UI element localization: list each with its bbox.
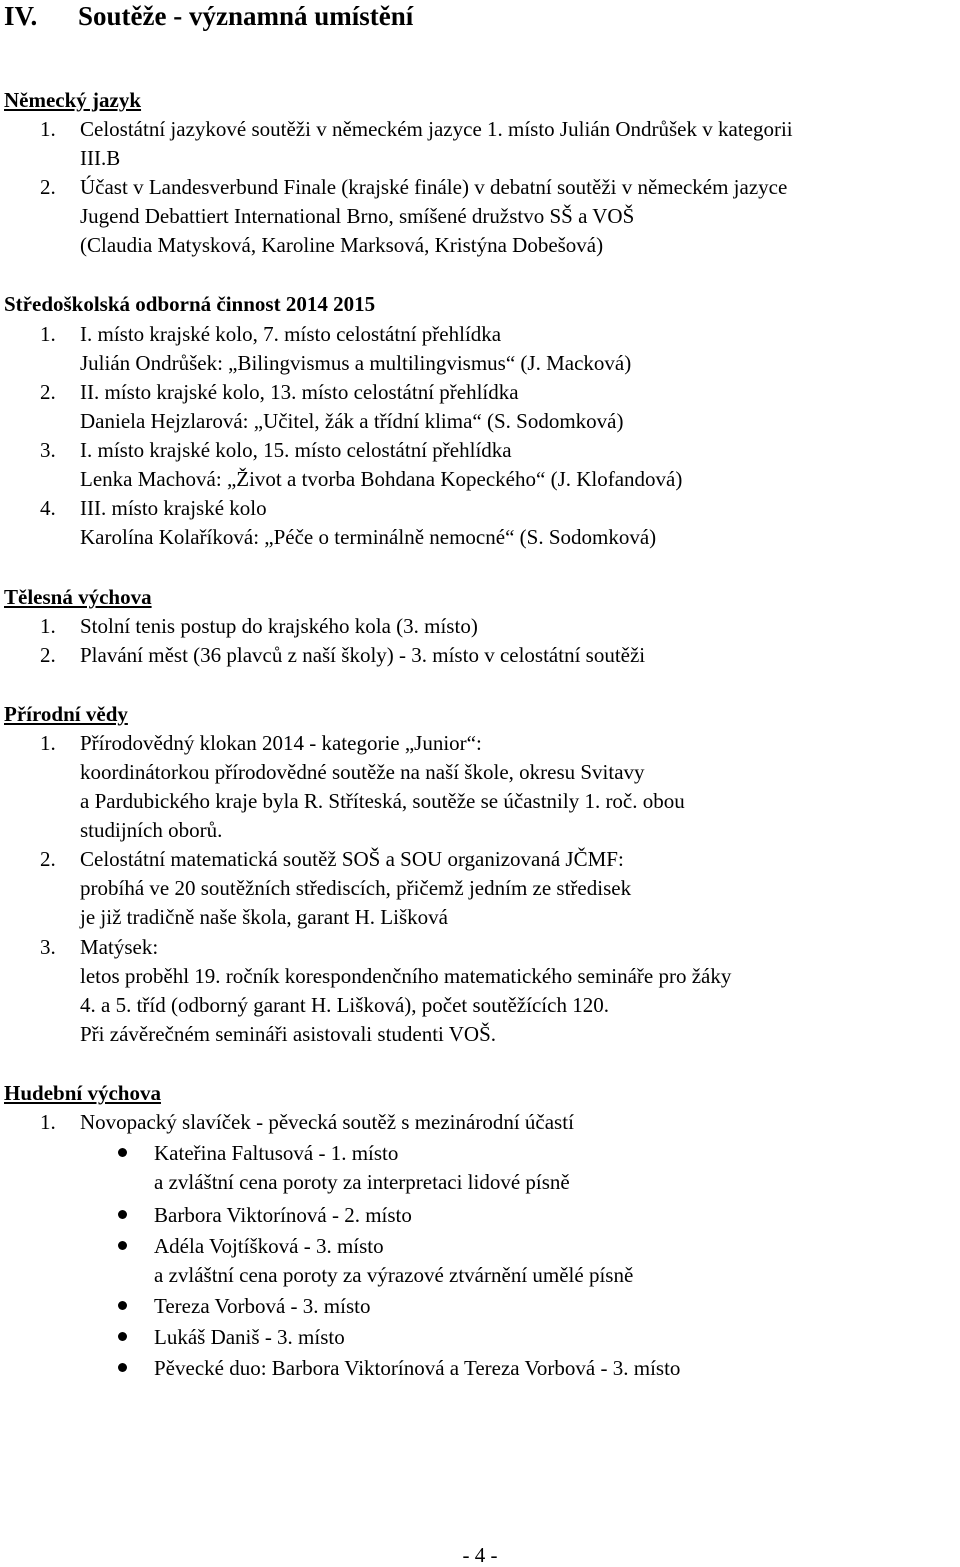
heading-german: Německý jazyk (4, 88, 142, 112)
item-text: Karolína Kolaříková: „Péče o terminálně nemocné“ (S. Sodomková) (80, 525, 657, 549)
item-text: III. místo krajské kolo (80, 496, 267, 520)
bullet-text: Kateřina Faltusová - 1. místo (154, 1141, 399, 1165)
bullet-text: Pěvecké duo: Barbora Viktorínová a Tereza Vorbová - 3. místo (154, 1356, 681, 1380)
bullet-dot (118, 1301, 127, 1310)
heading-pe: Tělesná výchova (4, 585, 152, 609)
item-number: 1. (40, 614, 56, 638)
item-text: II. místo krajské kolo, 13. místo celostátní přehlídka (80, 380, 519, 404)
heading-science: Přírodní vědy (4, 702, 128, 726)
bullet-dot (118, 1363, 127, 1372)
item-text: 4. a 5. tříd (odborný garant H. Lišková), počet soutěžících 120. (80, 993, 609, 1017)
heading-soc: Středoškolská odborná činnost 2014 2015 (4, 292, 376, 316)
item-number: 1. (40, 322, 56, 346)
item-text: (Claudia Matysková, Karoline Marksová, Kristýna Dobešová) (80, 233, 604, 257)
item-number: 2. (40, 380, 56, 404)
item-text: Jugend Debattiert International Brno, smíšené družstvo SŠ a VOŠ (80, 204, 635, 228)
bullet-dot (118, 1241, 127, 1250)
item-text: Celostátní matematická soutěž SOŠ a SOU organizovaná JČMF: (80, 847, 624, 871)
item-text: Účast v Landesverbund Finale (krajské finále) v debatní soutěži v německém jazyce (80, 175, 788, 199)
item-text: Celostátní jazykové soutěži v německém jazyce 1. místo Julián Ondrůšek v kategorii (80, 117, 793, 141)
bullet-text: a zvláštní cena poroty za výrazové ztvárnění umělé písně (154, 1263, 634, 1287)
item-number: 1. (40, 117, 56, 141)
page-number: - 4 - (462, 1543, 498, 1567)
bullet-text: Tereza Vorbová - 3. místo (154, 1294, 371, 1318)
item-text: Při závěrečném semináři asistovali studenti VOŠ. (80, 1022, 497, 1046)
item-text: Přírodovědný klokan 2014 - kategorie „Junior“: (80, 731, 482, 755)
bullet-text: a zvláštní cena poroty za interpretaci lidové písně (154, 1170, 570, 1194)
item-text: Julián Ondrůšek: „Bilingvismus a multilingvismus“ (J. Macková) (80, 351, 632, 375)
item-text: Plavání měst (36 plavců z naší školy) - 3. místo v celostátní soutěži (80, 643, 646, 667)
item-text: I. místo krajské kolo, 7. místo celostátní přehlídka (80, 322, 502, 346)
item-text: Lenka Machová: „Život a tvorba Bohdana Kopeckého“ (J. Klofandová) (80, 467, 683, 491)
item-number: 1. (40, 731, 56, 755)
item-text: letos proběhl 19. ročník korespondenčního matematického semináře pro žáky (80, 964, 732, 988)
section-title-text: Soutěže - významná umístění (78, 1, 414, 31)
item-text: probíhá ve 20 soutěžních střediscích, přičemž jedním ze středisek (80, 876, 632, 900)
item-number: 2. (40, 847, 56, 871)
item-text: Stolní tenis postup do krajského kola (3. místo) (80, 614, 478, 638)
item-number: 2. (40, 643, 56, 667)
bullet-dot (118, 1148, 127, 1157)
item-number: 4. (40, 496, 56, 520)
section-number: IV. (4, 1, 38, 31)
bullet-text: Adéla Vojtíšková - 3. místo (154, 1234, 384, 1258)
item-text: studijních oborů. (80, 818, 223, 842)
item-number: 3. (40, 935, 56, 959)
item-text: I. místo krajské kolo, 15. místo celostátní přehlídka (80, 438, 512, 462)
bullet-dot (118, 1332, 127, 1341)
heading-music: Hudební výchova (4, 1081, 161, 1105)
item-text: Novopacký slavíček - pěvecká soutěž s mezinárodní účastí (80, 1110, 574, 1134)
item-text: je již tradičně naše škola, garant H. Lišková (80, 905, 448, 929)
item-text: koordinátorkou přírodovědné soutěže na naší škole, okresu Svitavy (80, 760, 645, 784)
bullet-text: Lukáš Daniš - 3. místo (154, 1325, 345, 1349)
bullet-text: Barbora Viktorínová - 2. místo (154, 1203, 412, 1227)
bullet-dot (118, 1210, 127, 1219)
item-number: 1. (40, 1110, 56, 1134)
item-number: 2. (40, 175, 56, 199)
item-text: Daniela Hejzlarová: „Učitel, žák a třídní klima“ (S. Sodomková) (80, 409, 624, 433)
item-text: Matýsek: (80, 935, 159, 959)
section-title (4, 0, 413, 32)
item-text: a Pardubického kraje byla R. Stříteská, soutěže se účastnily 1. roč. obou (80, 789, 685, 813)
item-text: III.B (80, 146, 121, 170)
item-number: 3. (40, 438, 56, 462)
